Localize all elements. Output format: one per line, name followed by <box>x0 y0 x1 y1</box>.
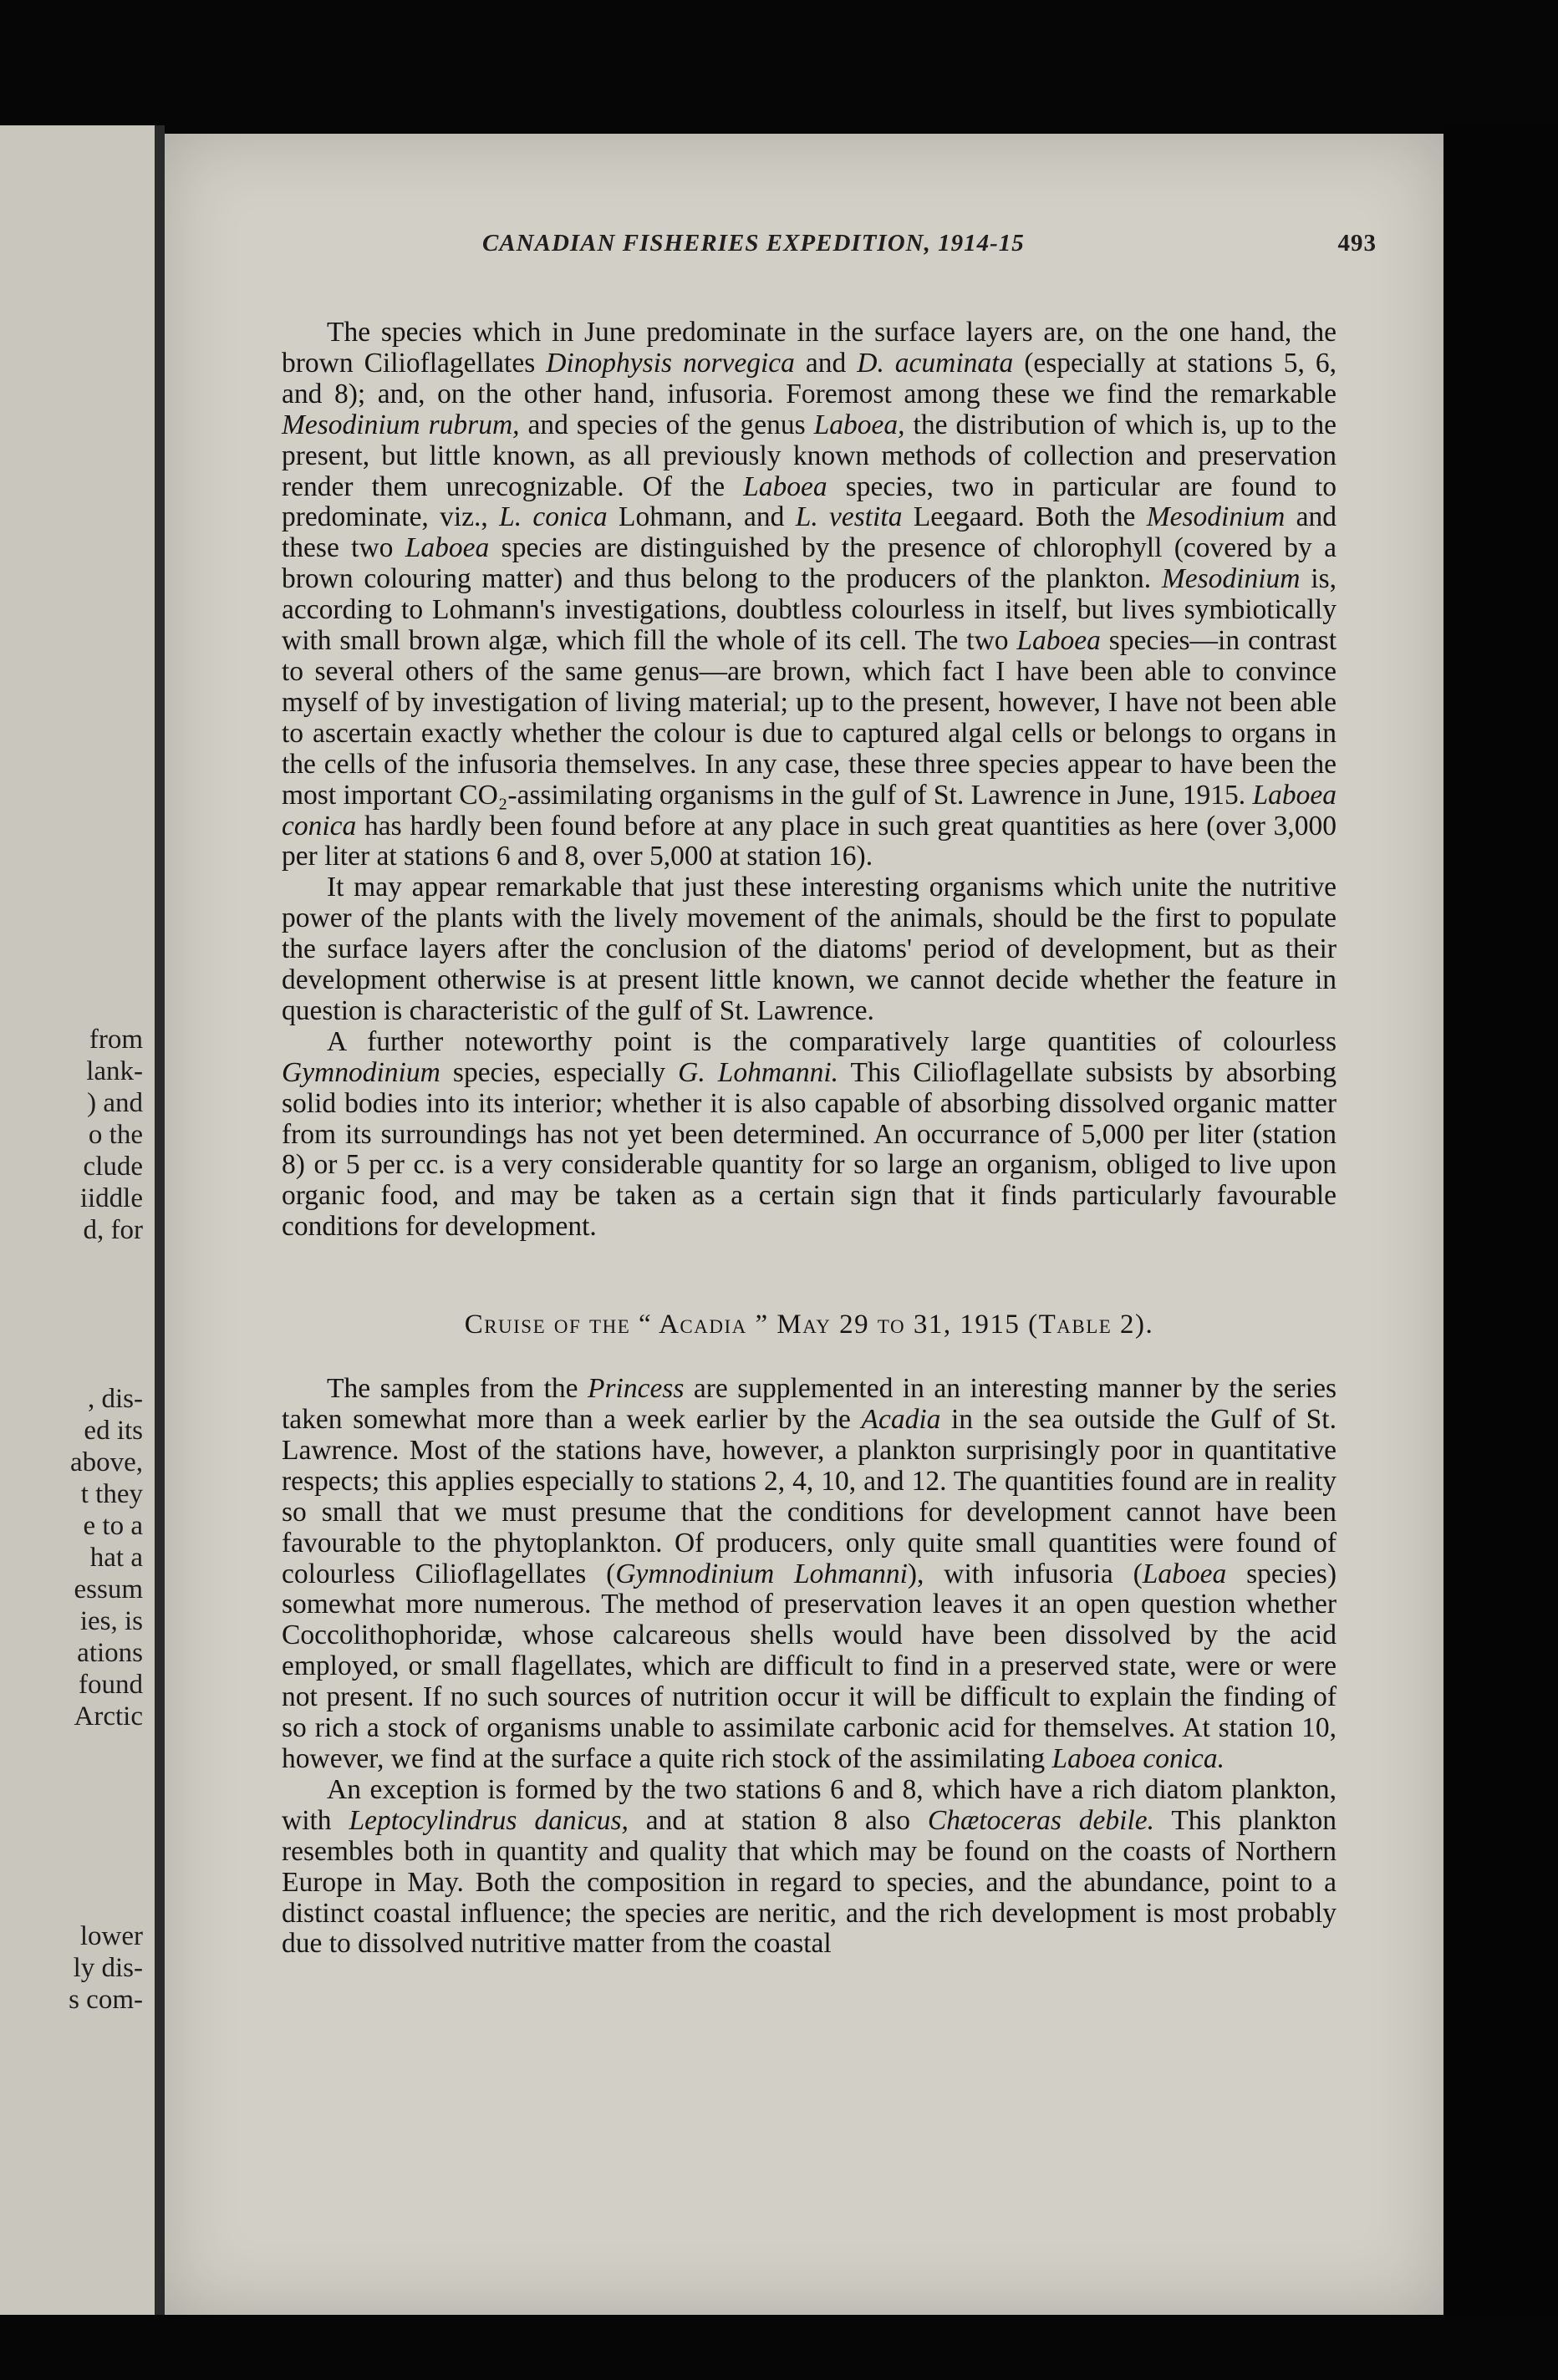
text-run: the distribution of which is, up to the present, but little known, as all previously known methods of collection and preservation render them unrecognizable. Of the <box>282 409 1337 502</box>
text-run: (especially at stations 5, 6, and 8); and, on the other hand, infusoria. Foremost among these we find the remarkable <box>282 347 1337 409</box>
fragment-line: ed its <box>84 1416 143 1446</box>
previous-page-fragment-block <box>70 1383 143 1732</box>
paragraph <box>282 1374 1337 1775</box>
section-heading-ship: “ Acadia ” <box>639 1310 769 1340</box>
paragraph <box>282 1027 1337 1243</box>
italic-run: Chætoceras debile. <box>927 1804 1155 1836</box>
text-run: is, according to Lohmann's investigations, doubtless colourless in itself, but lives symbiotically with small brown algæ, which fill the whole of its cell. The two <box>282 563 1337 657</box>
fragment-line: ations <box>77 1638 143 1668</box>
italic-run: Laboea <box>405 532 490 564</box>
text-run: species are distinguished by the presence of chlorophyll (covered by a brown colouring matter) and thus belong to the producers of the plankton. <box>282 532 1337 595</box>
text-run: The samples from the <box>327 1373 588 1405</box>
text-run: species, two in particular are found to predominate, viz., <box>282 470 1337 533</box>
fragment-line: lank- <box>86 1056 143 1086</box>
fragment-line: ly dis- <box>73 1953 143 1983</box>
section-heading <box>282 1310 1337 1340</box>
fragment-line: t they <box>80 1479 143 1509</box>
text-run: This Cilioflagellate subsists by absorbing solid bodies into its interior; whether it is also capable of absorbing dissolved organic matter from its surroundings has not yet been determined. An occurrance of 5,000 per liter (station 8) or 5 per cc. is a very considerable quantity for so large an organism, obliged to live upon organic food, and may be taken as a certain sign that it finds particularly favourable conditions for development. <box>282 1056 1337 1243</box>
italic-run: Princess <box>588 1373 685 1405</box>
italic-run: Mesodinium rubrum, <box>282 409 520 440</box>
text-run: species) somewhat more numerous. The method of preservation leaves it an open question whether Coccolithophoridæ, whose calcareous shells would have been dissolved by the acid employed, or small flagellates, which are difficult to find in a preserved state, were or were not present. If no such sources of nutrition occur it will be difficult to explain the finding of so rich a stock of organisms unable to assimilate carbonic acid for themselves. At station 10, however, we find at the surface a quite rich stock of the assimilating <box>282 1558 1337 1774</box>
italic-run: Laboea <box>743 470 827 502</box>
fragment-line: ) and <box>87 1088 143 1118</box>
italic-run: Laboea, <box>813 409 905 440</box>
italic-run: Acadia <box>861 1404 941 1435</box>
italic-run: Laboea conica <box>282 779 1337 842</box>
fragment-line: hat a <box>89 1543 143 1573</box>
text-run: Leegaard. Both the <box>902 501 1147 533</box>
fragment-line: found <box>79 1670 143 1700</box>
text-run: are supplemented in an interesting manner by the series taken somewhat more than a week earlier by the <box>282 1373 1337 1435</box>
previous-page-fragment-block <box>80 1024 143 1246</box>
fragment-line: clude <box>83 1152 143 1182</box>
page-gutter <box>155 125 165 2315</box>
fragment-line: d, for <box>83 1215 143 1245</box>
text-run: and these two <box>282 501 1337 564</box>
italic-run: D. acuminata <box>857 347 1014 379</box>
text-run: An exception is formed by the two stations 6 and 8, which have a rich diatom plankton, with <box>282 1773 1337 1836</box>
italic-run: Gymnodinium <box>282 1056 440 1088</box>
fragment-line: o the <box>88 1120 143 1150</box>
text-run: It may appear remarkable that just these interesting organisms which unite the nutritive power of the plants with the lively movement of the animals, should be the first to populate the surface layers after the conclusion of the diatoms' period of development, but as their development otherwise is at present little known, we cannot decide whether the feature in question is characteristic of the gulf of St. Lawrence. <box>282 872 1337 1026</box>
fragment-line: , dis- <box>88 1384 143 1414</box>
fragment-line: e to a <box>83 1511 143 1541</box>
text-run: Lohmann, and <box>607 501 796 533</box>
section-heading-cruise: Cruise of the <box>464 1310 631 1340</box>
italic-run: Laboea <box>1016 625 1101 657</box>
paragraph <box>282 318 1337 872</box>
fragment-line: lower <box>79 1921 143 1951</box>
text-run: and at station 8 also <box>628 1804 928 1836</box>
italic-run: L. conica <box>499 501 608 533</box>
text-run: ), with infusoria ( <box>907 1558 1143 1589</box>
text-run: The species which in June predominate in the surface layers are, on the one hand, the brown Cilioflagellates <box>282 317 1337 379</box>
scan-border <box>1443 125 1558 2315</box>
fragment-line: from <box>89 1025 143 1055</box>
text-run: in the sea outside the Gulf of St. Lawrence. Most of the stations have, however, a plankton surprisingly poor in quantitative respects; this applies especially to stations 2, 4, 10, and 12. The quantities found are in reality so small that we must presume that the conditions for development cannot have been favourable to the phytoplankton. Of producers, only quite small quantities were found of colourless Cilioflagellates ( <box>282 1404 1337 1589</box>
italic-run: Gymnodinium Lohmanni <box>615 1558 908 1589</box>
book-page <box>165 134 1443 2315</box>
fragment-line: ies, is <box>79 1606 143 1636</box>
fragment-line: iiddle <box>79 1183 143 1213</box>
italic-run: G. Lohmanni. <box>678 1056 839 1088</box>
body-text <box>282 318 1337 1960</box>
italic-run: Laboea conica. <box>1051 1742 1225 1774</box>
paragraph <box>282 1775 1337 1960</box>
italic-run: Mesodinium <box>1146 501 1286 533</box>
italic-run: Laboea <box>1142 1558 1227 1589</box>
previous-page-edge <box>0 125 155 2315</box>
running-header-title: CANADIAN FISHERIES EXPEDITION, 1914-15 <box>482 230 1025 257</box>
previous-page-fragment-block <box>69 1920 143 2016</box>
fragment-line: s com- <box>69 1985 143 2015</box>
italic-run: Leptocylindrus danicus, <box>349 1804 629 1836</box>
text-run: species, especially <box>440 1056 679 1088</box>
italic-run: L. vestita <box>795 501 903 533</box>
fragment-line: above, <box>69 1447 143 1477</box>
section-heading-table: (Table 2). <box>1028 1310 1154 1340</box>
italic-run: Dinophysis norvegica <box>546 347 795 379</box>
paragraph <box>282 872 1337 1027</box>
page-number: 493 <box>1337 230 1377 257</box>
fragment-line: Arctic <box>74 1701 143 1732</box>
running-header <box>482 230 1558 257</box>
text-run: has hardly been found before at any place in such great quantities as here (over 3,000 per liter at stations 6 and 8, over 5,000 at station 16). <box>282 810 1337 872</box>
text-run: and <box>794 347 858 379</box>
text-run: A further noteworthy point is the comparatively large quantities of colourless <box>327 1025 1337 1057</box>
fragment-line: essum <box>74 1574 143 1604</box>
italic-run: Mesodinium <box>1161 563 1301 595</box>
text-run: species—in contrast to several others of the same genus—are brown, which fact I have been able to convince myself of by investigation of living material; up to the present, however, I have not been able to ascertain exactly whether the colour is due to captured algal cells or belongs to organs in the cells of the infusoria themselves. In any case, these three species appear to have been the most important CO₂-assimilating organisms in the gulf of St. Lawrence in June, 1915. <box>282 625 1337 811</box>
text-run: and species of the genus <box>519 409 814 440</box>
section-heading-dates: May 29 to 31, 1915 <box>776 1310 1021 1340</box>
text-run: This plankton resembles both in quantity and quality that which may be found on the coasts of Northern Europe in May. Both the composition in regard to species, and the abundance, point to a distinct coastal influence; the species are neritic, and the rich development is most probably due to dissolved nutritive matter from the coastal <box>282 1804 1337 1960</box>
